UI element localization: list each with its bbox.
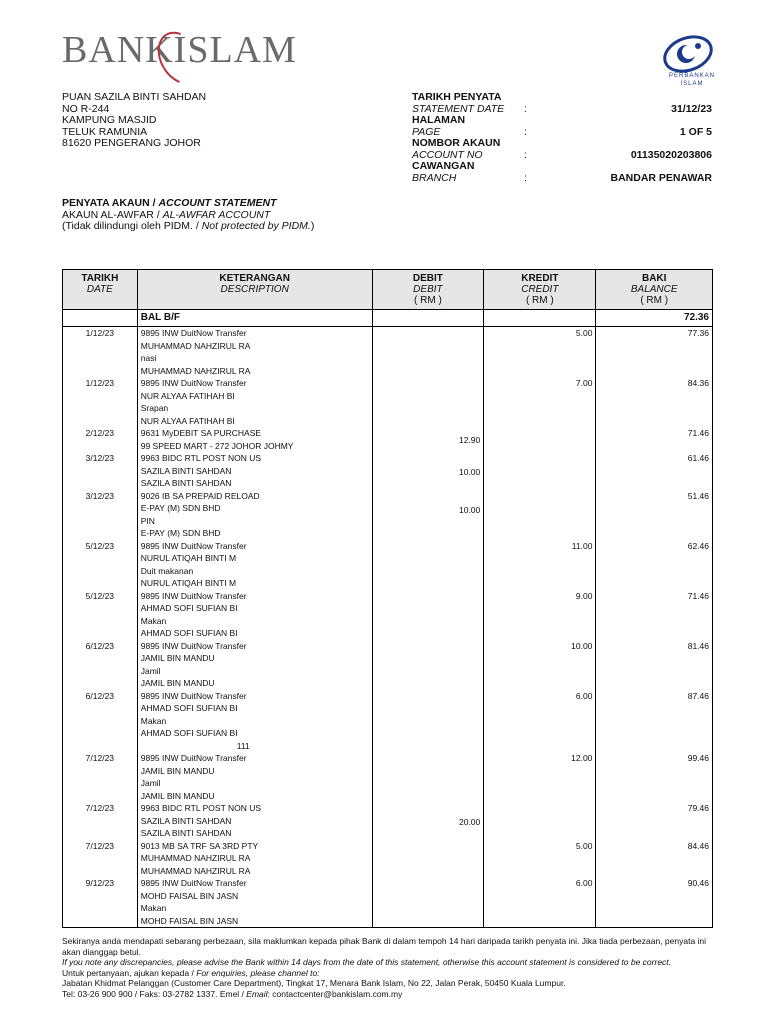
row-balance: 81.46 [596,640,713,690]
row-description [137,490,372,540]
row-date: 6/12/23 [63,690,138,753]
row-date: 7/12/23 [63,802,138,840]
footer-address: Jabatan Khidmat Pelanggan (Customer Care Department), Tingkat 17, Menara Bank Islam, No 22, Jalan Perak, 50450 Kuala Lumpur. [62,978,566,988]
row-balance: 84.46 [596,840,713,878]
description-line: 111 [236,740,250,751]
row-balance: 99.46 [596,752,713,802]
description-line: MUHAMMAD NAHZIRUL RA [140,853,251,863]
row-debit [372,327,484,378]
row-credit [484,802,596,840]
account-type-my: AKAUN AL-AWFAR / [62,208,163,221]
row-balance: 51.46 [596,490,713,540]
row-debit [372,377,484,427]
row-credit [484,427,596,452]
description-line: 9631 MyDEBIT SA PURCHASE [140,428,262,438]
meta-sub-branch: BRANCH [412,171,457,184]
address-line: 81620 PENGERANG JOHOR [62,137,201,149]
row-debit: 10.00 [372,490,484,540]
row-date: 6/12/23 [63,640,138,690]
row-balance: 62.46 [596,540,713,590]
row-credit: 12.00 [484,752,596,802]
description-line: nasi [140,353,157,363]
row-debit [372,690,484,753]
description-line: NUR ALYAA FATIHAH BI [140,415,235,426]
account-no-value: 01135020203806 [630,148,712,161]
row-balance: 77.36 [596,327,713,378]
footer-enquiries: Untuk pertanyaan, ajukan kepada / For enquiries, please channel to: [62,967,320,978]
footer-contact: Tel: 03-26 900 900 / Faks: 03-2782 1337. Emel / Email: contactcenter@bankislam.com.my [62,988,403,999]
description-line: Srapan [140,403,169,413]
table-row [63,840,713,878]
description-line: SAZILA BINTI SAHDAN [140,478,232,488]
meta-sub-page: PAGE [412,125,441,138]
description-line: MUHAMMAD NAHZIRUL RA [140,365,251,376]
row-credit: 6.00 [484,690,596,753]
account-info [62,198,314,233]
description-line: Jamil [140,778,161,788]
table-row [63,427,713,452]
meta-label-page: HALAMAN [412,114,466,126]
meta-colon: : [524,102,527,115]
row-date: 5/12/23 [63,540,138,590]
row-description [137,452,372,490]
row-description [137,377,372,427]
description-line: 9895 INW DuitNow Transfer [140,590,247,601]
description-line: MUHAMMAD NAHZIRUL RA [140,865,251,876]
row-debit [372,540,484,590]
customer-address [62,92,206,150]
description-line: SAZILA BINTI SAHDAN [140,815,232,826]
row-debit: 12.90 [372,427,484,452]
row-credit: 5.00 [484,327,596,378]
footer-discrepancy-my: Sekiranya anda mendapati sebarang perbezaan, sila maklumkan kepada pihak Bank di dalam tempoh 14 hari daripada tarikh penyata ini. Jika tiada perbezaan, penyata ini akan dianggap betul. [62,936,707,957]
table-row [63,690,713,753]
description-line: AHMAD SOFI SUFIAN BI [140,703,238,713]
pidm-note-close: ) [310,220,315,232]
table-row [63,590,713,640]
meta-label-branch: CAWANGAN [412,160,475,172]
col-header-debit: DEBIT DEBIT ( RM ) [372,270,484,310]
statement-footer [62,936,722,999]
page-value: 1 OF 5 [679,125,712,138]
row-date: 5/12/23 [63,590,138,640]
description-line: 9895 INW DuitNow Transfer [140,878,247,888]
description-line: E-PAY (M) SDN BHD [140,528,221,538]
row-date: 9/12/23 [63,877,138,928]
description-line: 9013 MB SA TRF SA 3RD PTY [140,840,259,851]
row-description [137,640,372,690]
description-line: PIN [140,515,155,526]
description-line: NUR ALYAA FATIHAH BI [140,390,235,401]
row-balance: 61.46 [596,452,713,490]
description-line: Makan [140,903,167,913]
address-line: PUAN SAZILA BINTI SAHDAN [62,91,207,103]
table-row [63,640,713,690]
account-title-en: ACCOUNT STATEMENT [158,197,277,209]
row-balance: 87.46 [596,690,713,753]
table-header-row [63,270,713,310]
row-balance: 84.36 [596,377,713,427]
row-balance: 71.46 [596,590,713,640]
description-line: 9895 INW DuitNow Transfer [140,640,247,651]
row-description [137,427,372,452]
row-description [137,752,372,802]
col-header-balance: BAKI BALANCE ( RM ) [596,270,713,310]
description-line: 99 SPEED MART - 272 JOHOR JOHMY [140,440,294,451]
row-date: 7/12/23 [63,840,138,878]
description-line: 9963 BIDC RTL POST NON US [140,453,262,463]
col-header-date: TARIKH DATE [63,270,138,310]
meta-label-account-no: NOMBOR AKAUN [412,137,501,149]
row-credit: 11.00 [484,540,596,590]
description-line: Makan [140,715,167,726]
row-debit: 10.00 [372,452,484,490]
footer-discrepancy-en: If you note any discrepancies, please advise the Bank within 14 days from the date of this statement, otherwise this account statement is considered to be correct. [62,957,672,967]
account-type-en: AL-AWFAR ACCOUNT [162,208,271,221]
row-date: 1/12/23 [63,377,138,427]
description-line: E-PAY (M) SDN BHD [140,503,221,513]
row-credit [484,452,596,490]
description-line: 9895 INW DuitNow Transfer [140,328,247,338]
row-credit: 6.00 [484,877,596,928]
row-debit [372,877,484,928]
bank-logo-text: BANKISLAM [62,29,297,71]
meta-sub-account-no: ACCOUNT NO [412,148,483,161]
description-line: JAMIL BIN MANDU [140,653,215,663]
row-description [137,540,372,590]
balance-brought-forward-row [63,310,713,327]
meta-sub-statement-date: STATEMENT DATE [412,102,505,115]
description-line: Makan [140,615,167,626]
row-balance: 90.46 [596,877,713,928]
row-debit [372,752,484,802]
table-row [63,802,713,840]
row-description [137,690,372,753]
row-credit: 7.00 [484,377,596,427]
statement-date-value: 31/12/23 [671,102,712,115]
description-line: 9895 INW DuitNow Transfer [140,690,247,701]
table-row [63,752,713,802]
row-debit [372,590,484,640]
description-line: 9026 IB SA PREPAID RELOAD [140,490,260,501]
description-line: SAZILA BINTI SAHDAN [140,828,232,838]
row-debit [372,640,484,690]
row-balance: 79.46 [596,802,713,840]
branch-value: BANDAR PENAWAR [610,171,712,184]
row-description [137,327,372,378]
row-date: 3/12/23 [63,452,138,490]
description-line: Jamil [140,665,161,676]
row-debit: 20.00 [372,802,484,840]
table-row [63,877,713,928]
description-line: NURUL ATIQAH BINTI M [140,553,237,563]
description-line: JAMIL BIN MANDU [140,765,215,776]
pidm-note-en: Not protected by PIDM. [201,220,311,232]
description-line: MOHD FAISAL BIN JASN [140,915,239,926]
description-line: JAMIL BIN MANDU [140,678,215,688]
bf-value: 72.36 [596,310,713,327]
row-date: 2/12/23 [63,427,138,452]
col-header-credit: KREDIT CREDIT ( RM ) [484,270,596,310]
description-line: 9895 INW DuitNow Transfer [140,540,247,551]
transactions-table [62,269,713,928]
description-line: AHMAD SOFI SUFIAN BI [140,603,238,613]
description-line: NURUL ATIQAH BINTI M [140,578,237,588]
description-line: Duit makanan [140,565,194,576]
emblem-caption: PERBANKAN ISLAM [668,73,715,87]
account-title-my: PENYATA AKAUN / [62,197,159,209]
description-line: SAZILA BINTI SAHDAN [140,465,232,476]
table-row [63,327,713,378]
description-line: AHMAD SOFI SUFIAN BI [140,628,238,638]
row-description [137,590,372,640]
description-line: MUHAMMAD NAHZIRUL RA [140,340,251,351]
address-line: TELUK RAMUNIA [62,125,148,138]
description-line: 9963 BIDC RTL POST NON US [140,803,262,813]
description-line: JAMIL BIN MANDU [140,790,215,801]
row-description [137,802,372,840]
row-debit [372,840,484,878]
row-credit: 9.00 [484,590,596,640]
row-description [137,877,372,928]
table-row [63,452,713,490]
meta-colon: : [524,125,527,138]
row-date: 7/12/23 [63,752,138,802]
description-line: MOHD FAISAL BIN JASN [140,890,239,901]
row-credit: 10.00 [484,640,596,690]
row-date: 1/12/23 [63,327,138,378]
meta-colon: : [524,148,527,161]
row-credit [484,490,596,540]
row-date: 3/12/23 [63,490,138,540]
statement-meta [412,92,712,184]
row-credit: 5.00 [484,840,596,878]
address-line: NO R-244 [62,102,110,115]
row-balance: 71.46 [596,427,713,452]
description-line: AHMAD SOFI SUFIAN BI [140,728,238,738]
address-line: KAMPUNG MASJID [62,114,157,126]
meta-colon: : [524,171,527,184]
meta-label-statement-date: TARIKH PENYATA [412,91,502,103]
pidm-note [62,221,314,233]
table-row [63,377,713,427]
description-line: 9895 INW DuitNow Transfer [140,753,247,763]
bf-label: BAL B/F [137,310,372,327]
description-line: 9895 INW DuitNow Transfer [140,378,247,388]
table-row [63,490,713,540]
pidm-note-my: (Tidak dilindungi oleh PIDM. / [62,220,202,232]
col-header-description: KETERANGAN DESCRIPTION [137,270,372,310]
row-description [137,840,372,878]
table-row [63,540,713,590]
